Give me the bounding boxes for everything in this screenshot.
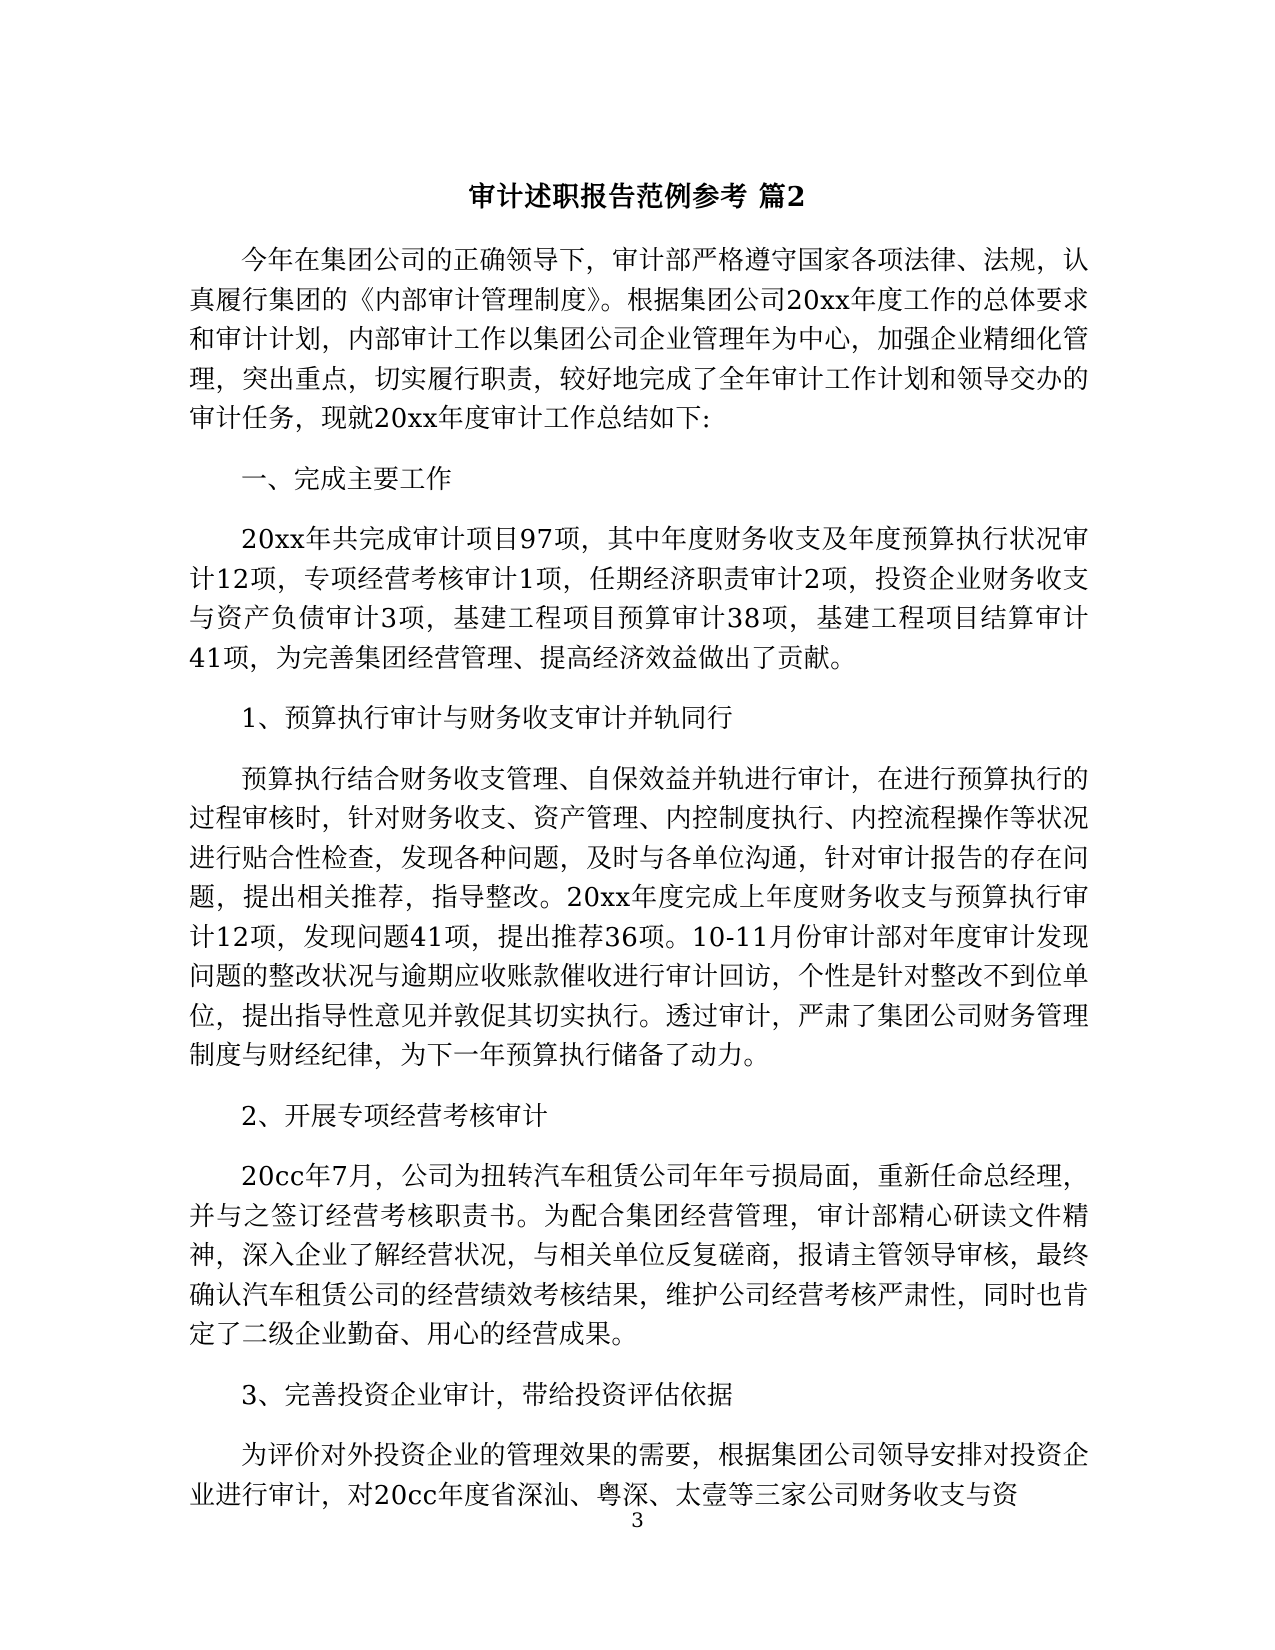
summary-paragraph: 20xx年共完成审计项目97项，其中年度财务收支及年度预算执行状况审计12项，专项经营考核审计1项，任期经济职责审计2项，投资企业财务收支与资产负债审计3项，基建工程项目预算审计38项，基建工程项目结算审计41项，为完善集团经营管理、提高经济效益做出了贡献。 xyxy=(189,525,1089,674)
subheading-investment-audit: 3、完善投资企业审计，带给投资评估依据 xyxy=(241,1380,734,1411)
section-heading-main-work: 一、完成主要工作 xyxy=(241,464,453,495)
special-audit-paragraph: 20cc年7月，公司为扭转汽车租赁公司年年亏损局面，重新任命总经理，并与之签订经营考核职责书。为配合集团经营管理，审计部精心研读文件精神，深入企业了解经营状况，与相关单位反复磋商，报请主管领导审核，最终确认汽车租赁公司的经营绩效考核结果，维护公司经营考核严肃性，同时也肯定了二级企业勤奋、用心的经营成果。 xyxy=(189,1162,1089,1350)
document-body xyxy=(189,242,1089,1537)
subheading-budget-audit: 1、预算执行审计与财务收支审计并轨同行 xyxy=(241,704,734,734)
subheading-special-audit: 2、开展专项经营考核审计 xyxy=(241,1101,549,1132)
page-number: 3 xyxy=(631,1508,644,1532)
budget-audit-paragraph: 预算执行结合财务收支管理、自保效益并轨进行审计，在进行预算执行的过程审核时，针对财务收支、资产管理、内控制度执行、内控流程操作等状况进行贴合性检查，发现各种问题，及时与各单位沟通，针对审计报告的存在问题，提出相关推荐，指导整改。20xx年度完成上年度财务收支与预算执行审计12项，发现问题41项，提出推荐36项。10-11月份审计部对年度审计发现问题的整改状况与逾期应收账款催收进行审计回访，个性是针对整改不到位单位，提出指导性意见并敦促其切实执行。透过审计，严肃了集团公司财务管理制度与财经纪律，为下一年预算执行储备了动力。 xyxy=(189,764,1089,1071)
investment-audit-paragraph: 为评价对外投资企业的管理效果的需要，根据集团公司领导安排对投资企业进行审计，对20cc年度省深汕、粤深、太壹等三家公司财务收支与资 xyxy=(189,1441,1089,1511)
document-title: 审计述职报告范例参考 篇2 xyxy=(468,182,807,213)
intro-paragraph: 今年在集团公司的正确领导下，审计部严格遵守国家各项法律、法规，认真履行集团的《内部审计管理制度》。根据集团公司20xx年度工作的总体要求和审计计划，内部审计工作以集团公司企业管理年为中心，加强企业精细化管理，突出重点，切实履行职责，较好地完成了全年审计工作计划和领导交办的审计任务，现就20xx年度审计工作总结如下: xyxy=(189,246,1089,434)
